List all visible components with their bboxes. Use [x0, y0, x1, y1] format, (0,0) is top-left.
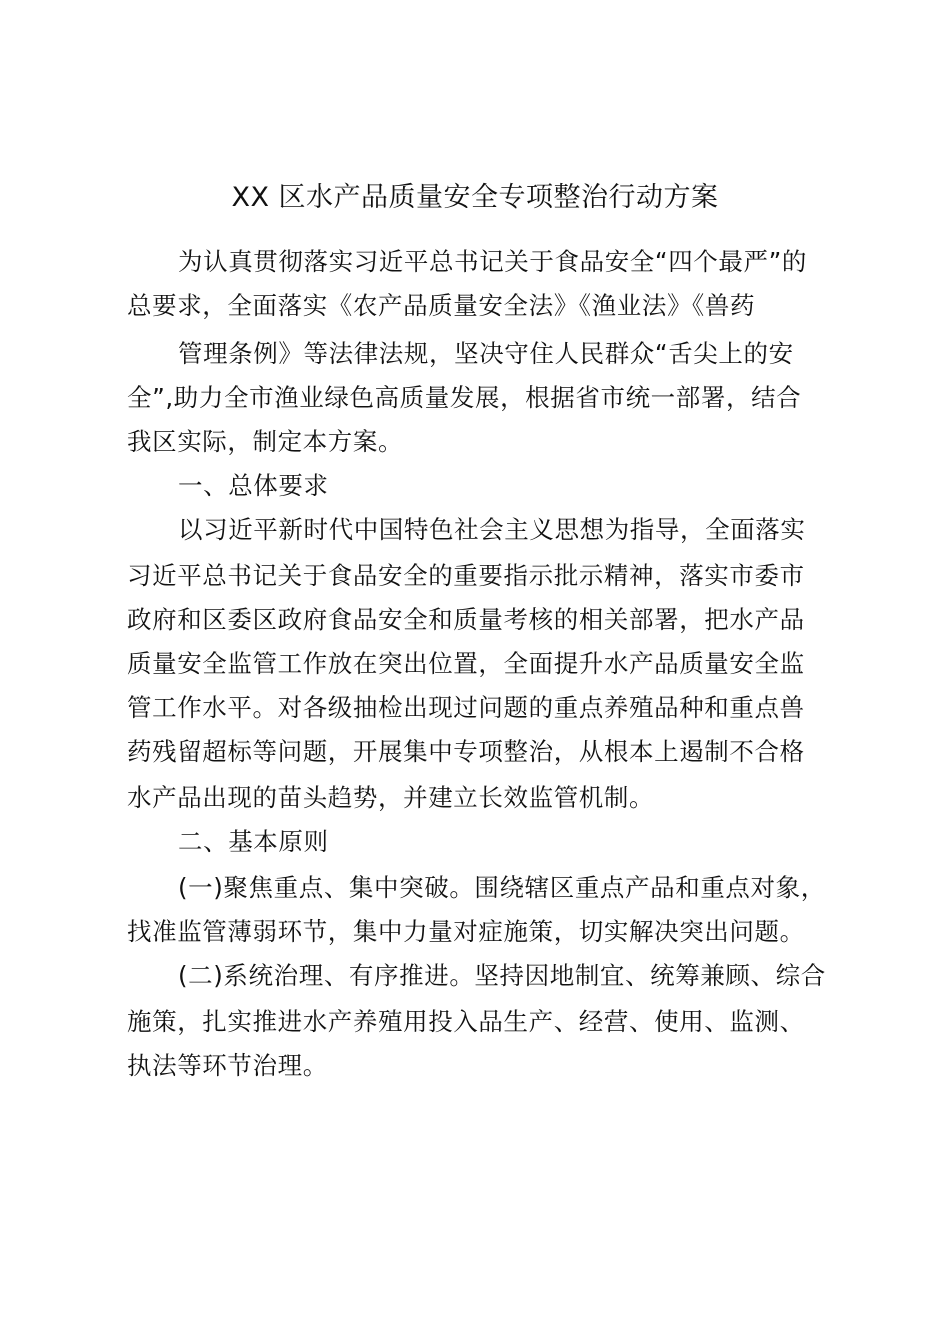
paragraph-line: 找准监管薄弱环节，集中力量对症施策，切实解决突出问题。 [127, 917, 805, 946]
paragraph-line: (一)聚焦重点、集中突破。围绕辖区重点产品和重点对象， [178, 873, 826, 902]
paragraph-line: (二)系统治理、有序推进。坚持因地制宜、统筹兼顾、综合 [178, 961, 826, 990]
paragraph-line: 以习近平新时代中国特色社会主义思想为指导，全面落实 [178, 515, 806, 544]
paragraph-line: 习近平总书记关于食品安全的重要指示批示精神，落实市委市 [127, 561, 805, 590]
paragraph-line: 管理条例》等法律法规，坚决守住人民群众“舌尖上的安 [178, 339, 794, 368]
document-title: XX 区水产品质量安全专项整治行动方案 [231, 182, 719, 213]
paragraph-line: 政府和区委区政府食品安全和质量考核的相关部署，把水产品 [127, 605, 805, 634]
paragraph-line: 管工作水平。对各级抽检出现过问题的重点养殖品种和重点兽 [127, 693, 805, 722]
paragraph-line: 水产品出现的苗头趋势，并建立长效监管机制。 [127, 783, 655, 812]
paragraph-line: 药残留超标等问题，开展集中专项整治，从根本上遏制不合格 [127, 737, 805, 766]
section-heading-1: 一、总体要求 [178, 471, 329, 500]
paragraph-line: 施策，扎实推进水产养殖用投入品生产、经营、使用、监测、 [127, 1007, 805, 1036]
paragraph-line: 我区实际，制定本方案。 [127, 427, 404, 456]
paragraph-line: 执法等环节治理。 [127, 1051, 328, 1080]
paragraph-line: 全”,助力全市渔业绿色高质量发展，根据省市统一部署，结合 [127, 383, 802, 412]
section-heading-2: 二、基本原则 [178, 827, 329, 856]
paragraph-line: 为认真贯彻落实习近平总书记关于食品安全“四个最严”的 [178, 247, 807, 276]
paragraph-line: 质量安全监管工作放在突出位置，全面提升水产品质量安全监 [127, 649, 805, 678]
paragraph-line: 总要求，全面落实《农产品质量安全法》《渔业法》《兽药 [127, 291, 756, 320]
